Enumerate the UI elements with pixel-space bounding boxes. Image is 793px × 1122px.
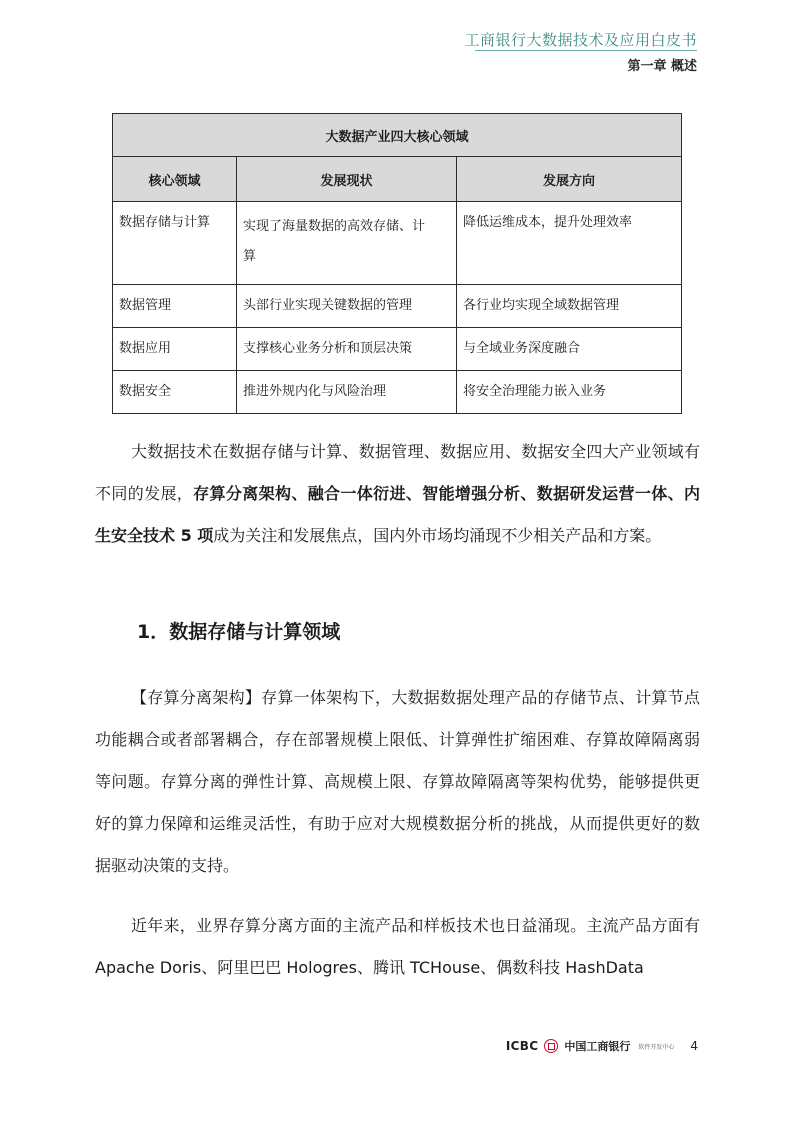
table-row [113, 328, 682, 371]
direction-cell: 将安全治理能力嵌入业务 [457, 371, 682, 414]
direction-cell: 降低运维成本，提升处理效率 [457, 202, 682, 285]
table-caption: 大数据产业四大核心领域 [113, 114, 682, 157]
table-row [113, 202, 682, 285]
chapter-title: 第一章 概述 [627, 59, 697, 74]
icbc-emblem-icon [544, 1039, 558, 1053]
column-header: 发展方向 [457, 157, 682, 202]
section-heading: 1．数据存储与计算领域 [137, 621, 341, 643]
domain-cell: 数据管理 [113, 285, 237, 328]
body-paragraph: 【存算分离架构】存算一体架构下，大数据数据处理产品的存储节点、计算节点功能耦合或者部署耦合，存在部署规模上限低、计算弹性扩缩困难、存算故障隔离弱等问题。存算分离的弹性计算、高规模上限、存算故障隔离等架构优势，能够提供更好的算力保障和运维灵活性，有助于应对大规模数据分析的挑战，从而提供更好的数据驱动决策的支持。 [95, 688, 700, 875]
domain-cell: 数据存储与计算 [113, 202, 237, 285]
icbc-logo: ICBC [505, 1039, 539, 1053]
status-cell: 实现了海量数据的高效存储、计 算 [237, 202, 457, 285]
direction-cell: 各行业均实现全域数据管理 [457, 285, 682, 328]
domain-cell: 数据安全 [113, 371, 237, 414]
status-cell: 头部行业实现关键数据的管理 [237, 285, 457, 328]
page-number: 4 [690, 1039, 698, 1053]
table-header-row [113, 157, 682, 202]
department-name: 软件开发中心 [638, 1043, 675, 1051]
column-header: 发展现状 [237, 157, 457, 202]
page-footer [506, 1038, 698, 1054]
header-title: 工商银行大数据技术及应用白皮书 [464, 31, 697, 49]
domain-cell: 数据应用 [113, 328, 237, 371]
column-header: 核心领域 [113, 157, 237, 202]
intro-paragraph: 大数据技术在数据存储与计算、数据管理、数据应用、数据安全四大产业领域有不同的发展，存算分离架构、融合一体衍进、智能增强分析、数据研发运营一体、内生安全技术 5 项成为关注和发展焦点，国内外市场均涌现不少相关产品和方案。 [95, 442, 700, 545]
status-cell: 推进外规内化与风险治理 [237, 371, 457, 414]
table-row [113, 371, 682, 414]
key-focus-areas: 存算分离架构、融合一体衍进、智能增强分析、数据研发运营一体、内生安全技术 5 项 [95, 484, 700, 545]
bank-name: 中国工商银行 [564, 1040, 631, 1053]
core-domains-table [112, 113, 682, 414]
body-paragraph: 近年来，业界存算分离方面的主流产品和样板技术也日益涌现。主流产品方面有 Apache Doris、阿里巴巴 Hologres、腾讯 TCHouse、偶数科技 HashData [95, 916, 700, 977]
table-row [113, 285, 682, 328]
header-divider [475, 50, 697, 51]
status-cell: 支撑核心业务分析和顶层决策 [237, 328, 457, 371]
direction-cell: 与全域业务深度融合 [457, 328, 682, 371]
